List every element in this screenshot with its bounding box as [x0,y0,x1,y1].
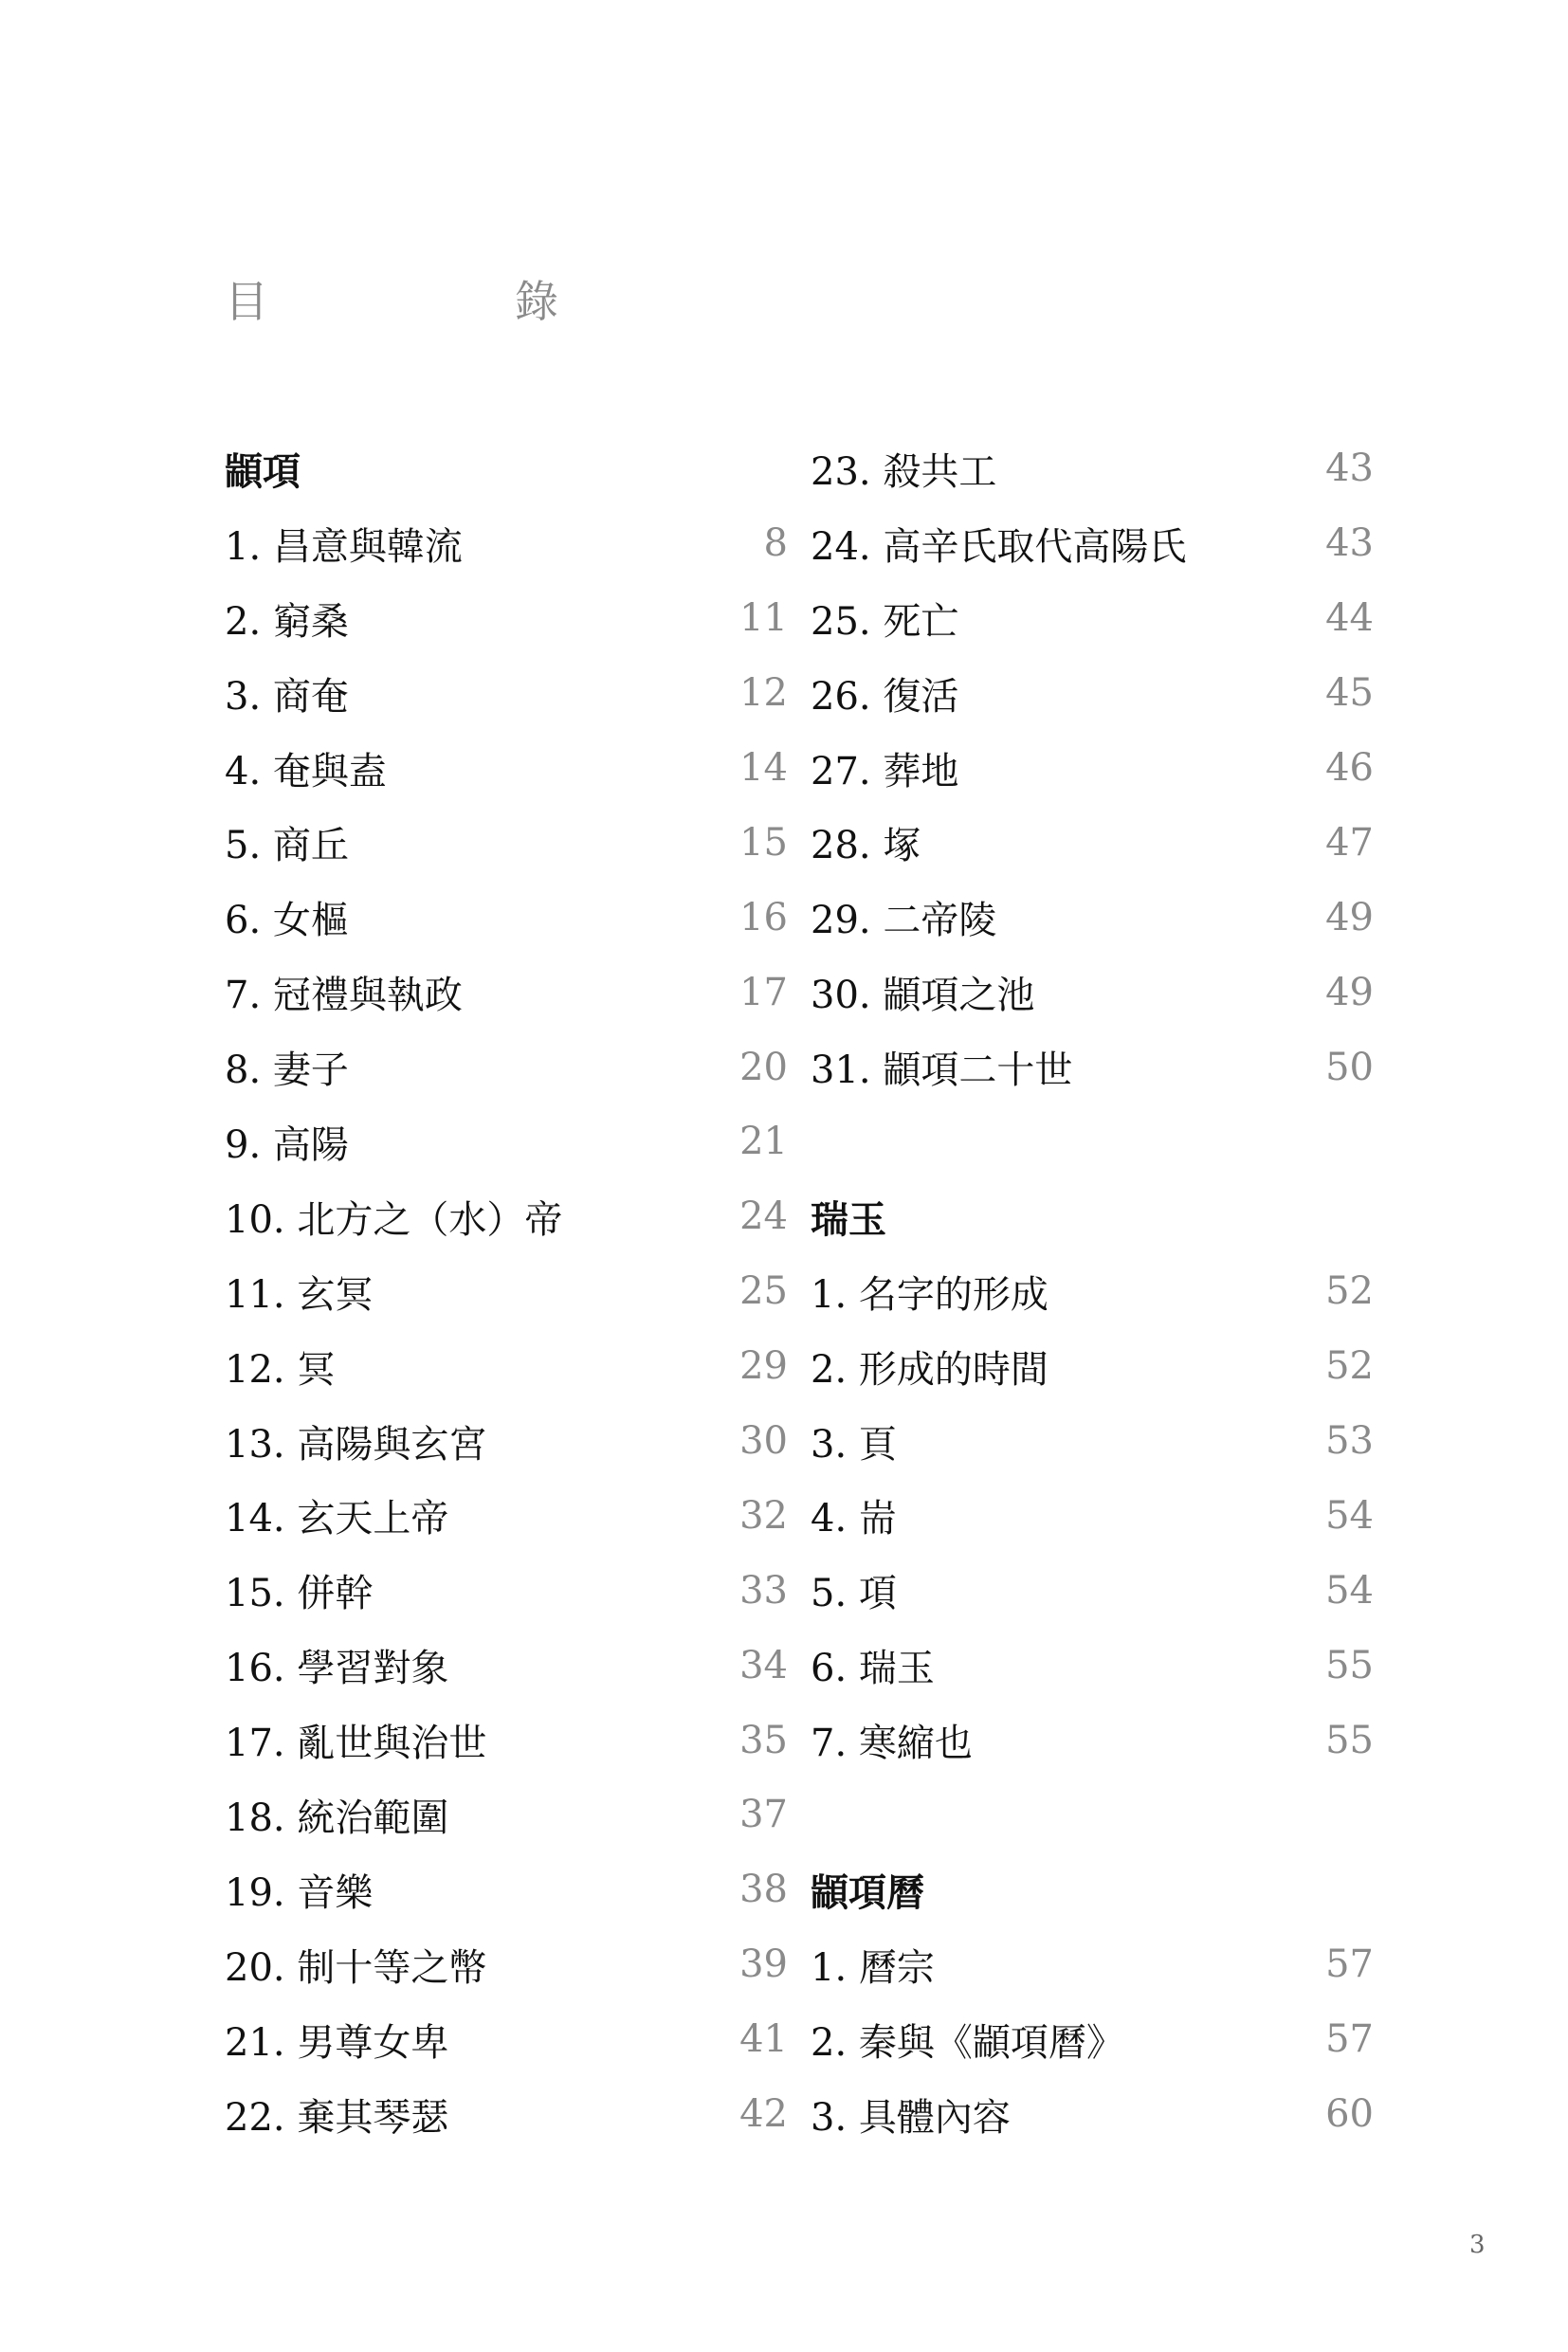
toc-entry-title: 23. 殺共工 [811,449,997,494]
toc-entry-page-number: 24 [739,1194,788,1239]
toc-entry[interactable] [811,656,1374,731]
toc-entry[interactable] [811,1927,1374,2002]
toc-entry-page-number: 39 [739,1942,788,1987]
toc-entry[interactable] [225,1628,788,1703]
toc-entry[interactable] [225,805,788,880]
toc-entry-title: 4. 耑 [811,1497,897,1541]
toc-entry-page-number: 29 [739,1344,788,1389]
toc-entry-page-number: 43 [1325,521,1374,566]
toc-entry-title: 10. 北方之（水）帝 [225,1197,563,1242]
toc-entry[interactable] [811,1553,1374,1628]
toc-entry-title: 3. 頁 [811,1422,897,1467]
toc-entry-page-number: 45 [1325,671,1374,716]
toc-entry-title: 2. 秦與《顓項曆》 [811,2020,1124,2065]
toc-entry[interactable] [811,581,1374,656]
toc-entry-title: 16. 學習對象 [225,1647,449,1691]
toc-entry-page-number: 55 [1325,1643,1374,1687]
section-heading-text: 顓項 [225,448,301,494]
toc-entry-page-number: 46 [1325,746,1374,790]
toc-entry-page-number: 41 [739,2017,788,2062]
toc-entry-title: 26. 復活 [811,674,959,719]
toc-entry-title: 7. 寒縮也 [811,1722,973,1766]
toc-entry-title: 6. 瑞玉 [811,1647,935,1691]
toc-entry-page-number: 32 [739,1493,788,1538]
toc-entry-page-number: 34 [739,1643,788,1687]
toc-entry-title: 6. 女樞 [225,899,349,943]
toc-entry[interactable] [811,1329,1374,1404]
toc-entry-title: 30. 顓項之池 [811,974,1035,1018]
toc-entry[interactable] [811,2002,1374,2077]
toc-entry-title: 17. 亂世與治世 [225,1722,487,1766]
page-title-right: 錄 [515,276,558,327]
toc-entry-title: 2. 窮桑 [225,599,349,644]
toc-entry[interactable] [811,955,1374,1030]
toc-entry[interactable] [811,1478,1374,1553]
toc-entry-title: 24. 高辛氏取代高陽氏 [811,524,1187,569]
toc-entry[interactable] [811,1254,1374,1329]
toc-entry-title: 2. 形成的時間 [811,1347,1048,1392]
toc-entry[interactable] [225,731,788,806]
toc-entry[interactable] [811,1703,1374,1778]
toc-entry-page-number: 50 [1325,1045,1374,1089]
toc-entry-page-number: 55 [1325,1718,1374,1762]
toc-entry-title: 1. 昌意與韓流 [225,524,463,569]
toc-entry-title: 9. 高陽 [225,1122,349,1167]
toc-entry-title: 25. 死亡 [811,599,959,644]
toc-entry-title: 3. 商奄 [225,674,349,719]
toc-entry-title: 20. 制十等之幣 [225,1945,487,1990]
toc-entry-page-number: 60 [1325,2092,1374,2137]
toc-entry-page-number: 35 [739,1718,788,1762]
toc-entry-page-number: 16 [739,895,788,939]
toc-entry-page-number: 38 [739,1868,788,1912]
toc-entry-page-number: 52 [1325,1269,1374,1314]
toc-entry[interactable] [811,805,1374,880]
page-number: 3 [1469,2231,1486,2259]
toc-entry[interactable] [811,1628,1374,1703]
toc-entry-title: 28. 塚 [811,824,921,868]
toc-entry-title: 11. 玄冥 [225,1272,374,1317]
toc-entry-title: 27. 葬地 [811,749,959,793]
toc-entry-page-number: 11 [739,596,788,641]
toc-entry-title: 8. 妻子 [225,1048,349,1093]
toc-entry[interactable] [811,1404,1374,1479]
toc-entry-title: 3. 具體內容 [811,2095,1011,2140]
toc-entry-title: 13. 高陽與玄宮 [225,1422,487,1467]
toc-entry-title: 1. 曆宗 [811,1945,935,1990]
toc-entry-title: 31. 顓項二十世 [811,1048,1073,1093]
toc-entry-page-number: 54 [1325,1493,1374,1538]
toc-entry[interactable] [811,880,1374,955]
toc-entry-title: 29. 二帝陵 [811,899,997,943]
toc-entry-title: 5. 項 [811,1572,897,1616]
toc-entry-title: 7. 冠禮與執政 [225,974,463,1018]
section-heading-text: 瑞玉 [811,1196,886,1242]
toc-entry-page-number: 37 [739,1793,788,1837]
toc-entry[interactable] [225,656,788,731]
toc-right-column [811,431,1374,2151]
toc-entry-page-number: 21 [739,1120,788,1164]
toc-entry-title: 18. 統治範圍 [225,1796,449,1840]
toc-entry[interactable] [811,1030,1374,1104]
toc-entry-title: 5. 商丘 [225,824,349,868]
toc-entry[interactable] [225,1778,788,1852]
toc-entry-page-number: 52 [1325,1344,1374,1389]
toc-entry-title: 12. 冥 [225,1347,336,1392]
toc-entry[interactable] [225,1329,788,1404]
toc-entry-page-number: 17 [739,970,788,1014]
toc-entry[interactable] [225,1478,788,1553]
toc-entry-page-number: 42 [739,2092,788,2137]
toc-entry-page-number: 57 [1325,2017,1374,2062]
toc-section-heading [811,1179,1374,1254]
toc-entry-page-number: 15 [739,820,788,865]
toc-entry-page-number: 44 [1325,596,1374,641]
toc-entry-page-number: 25 [739,1269,788,1314]
toc-entry[interactable] [225,880,788,955]
toc-entry-page-number: 8 [763,521,788,566]
toc-entry[interactable] [225,581,788,656]
toc-entry-page-number: 54 [1325,1568,1374,1613]
toc-entry[interactable] [225,1404,788,1479]
page-title-left: 目 [225,276,268,327]
toc-entry[interactable] [225,2002,788,2077]
toc-entry-page-number: 33 [739,1568,788,1613]
toc-entry[interactable] [225,1104,788,1179]
page-title [225,270,558,327]
toc-left-column [225,431,788,2151]
toc-entry-page-number: 20 [739,1045,788,1089]
toc-entry-title: 14. 玄天上帝 [225,1497,449,1541]
toc-entry[interactable] [225,955,788,1030]
toc-spacer [811,1778,1374,1852]
toc-entry-page-number: 14 [739,746,788,790]
toc-entry[interactable] [225,1852,788,1927]
toc-entry-title: 21. 男尊女卑 [225,2020,449,2065]
toc-entry-page-number: 43 [1325,447,1374,491]
toc-spacer [811,1104,1374,1179]
toc-section-heading [811,1852,1374,1927]
toc-entry-title: 22. 棄其琴瑟 [225,2095,449,2140]
toc-entry-page-number: 12 [739,671,788,716]
toc-entry[interactable] [811,506,1374,581]
toc-entry[interactable] [811,731,1374,806]
toc-entry[interactable] [225,1703,788,1778]
toc-entry-page-number: 49 [1325,895,1374,939]
toc-entry-page-number: 49 [1325,970,1374,1014]
toc-entry-title: 4. 奄與盍 [225,749,387,793]
toc-section-heading [225,431,788,506]
toc-entry[interactable] [225,506,788,581]
toc-entry[interactable] [225,1254,788,1329]
toc-entry[interactable] [225,1553,788,1628]
toc-entry[interactable] [225,1927,788,2002]
toc-entry[interactable] [225,1030,788,1104]
section-heading-text: 顓項曆 [811,1869,924,1915]
toc-entry-page-number: 53 [1325,1419,1374,1464]
toc-entry-page-number: 30 [739,1419,788,1464]
toc-entry-title: 19. 音樂 [225,1870,374,1915]
toc-entry-title: 1. 名字的形成 [811,1272,1048,1317]
toc-entry-page-number: 57 [1325,1942,1374,1987]
toc-entry[interactable] [225,1179,788,1254]
toc-entry-page-number: 47 [1325,820,1374,865]
toc-entry[interactable] [811,2077,1374,2152]
toc-entry[interactable] [811,431,1374,506]
toc-entry-title: 15. 併幹 [225,1572,374,1616]
toc-entry[interactable] [225,2077,788,2152]
